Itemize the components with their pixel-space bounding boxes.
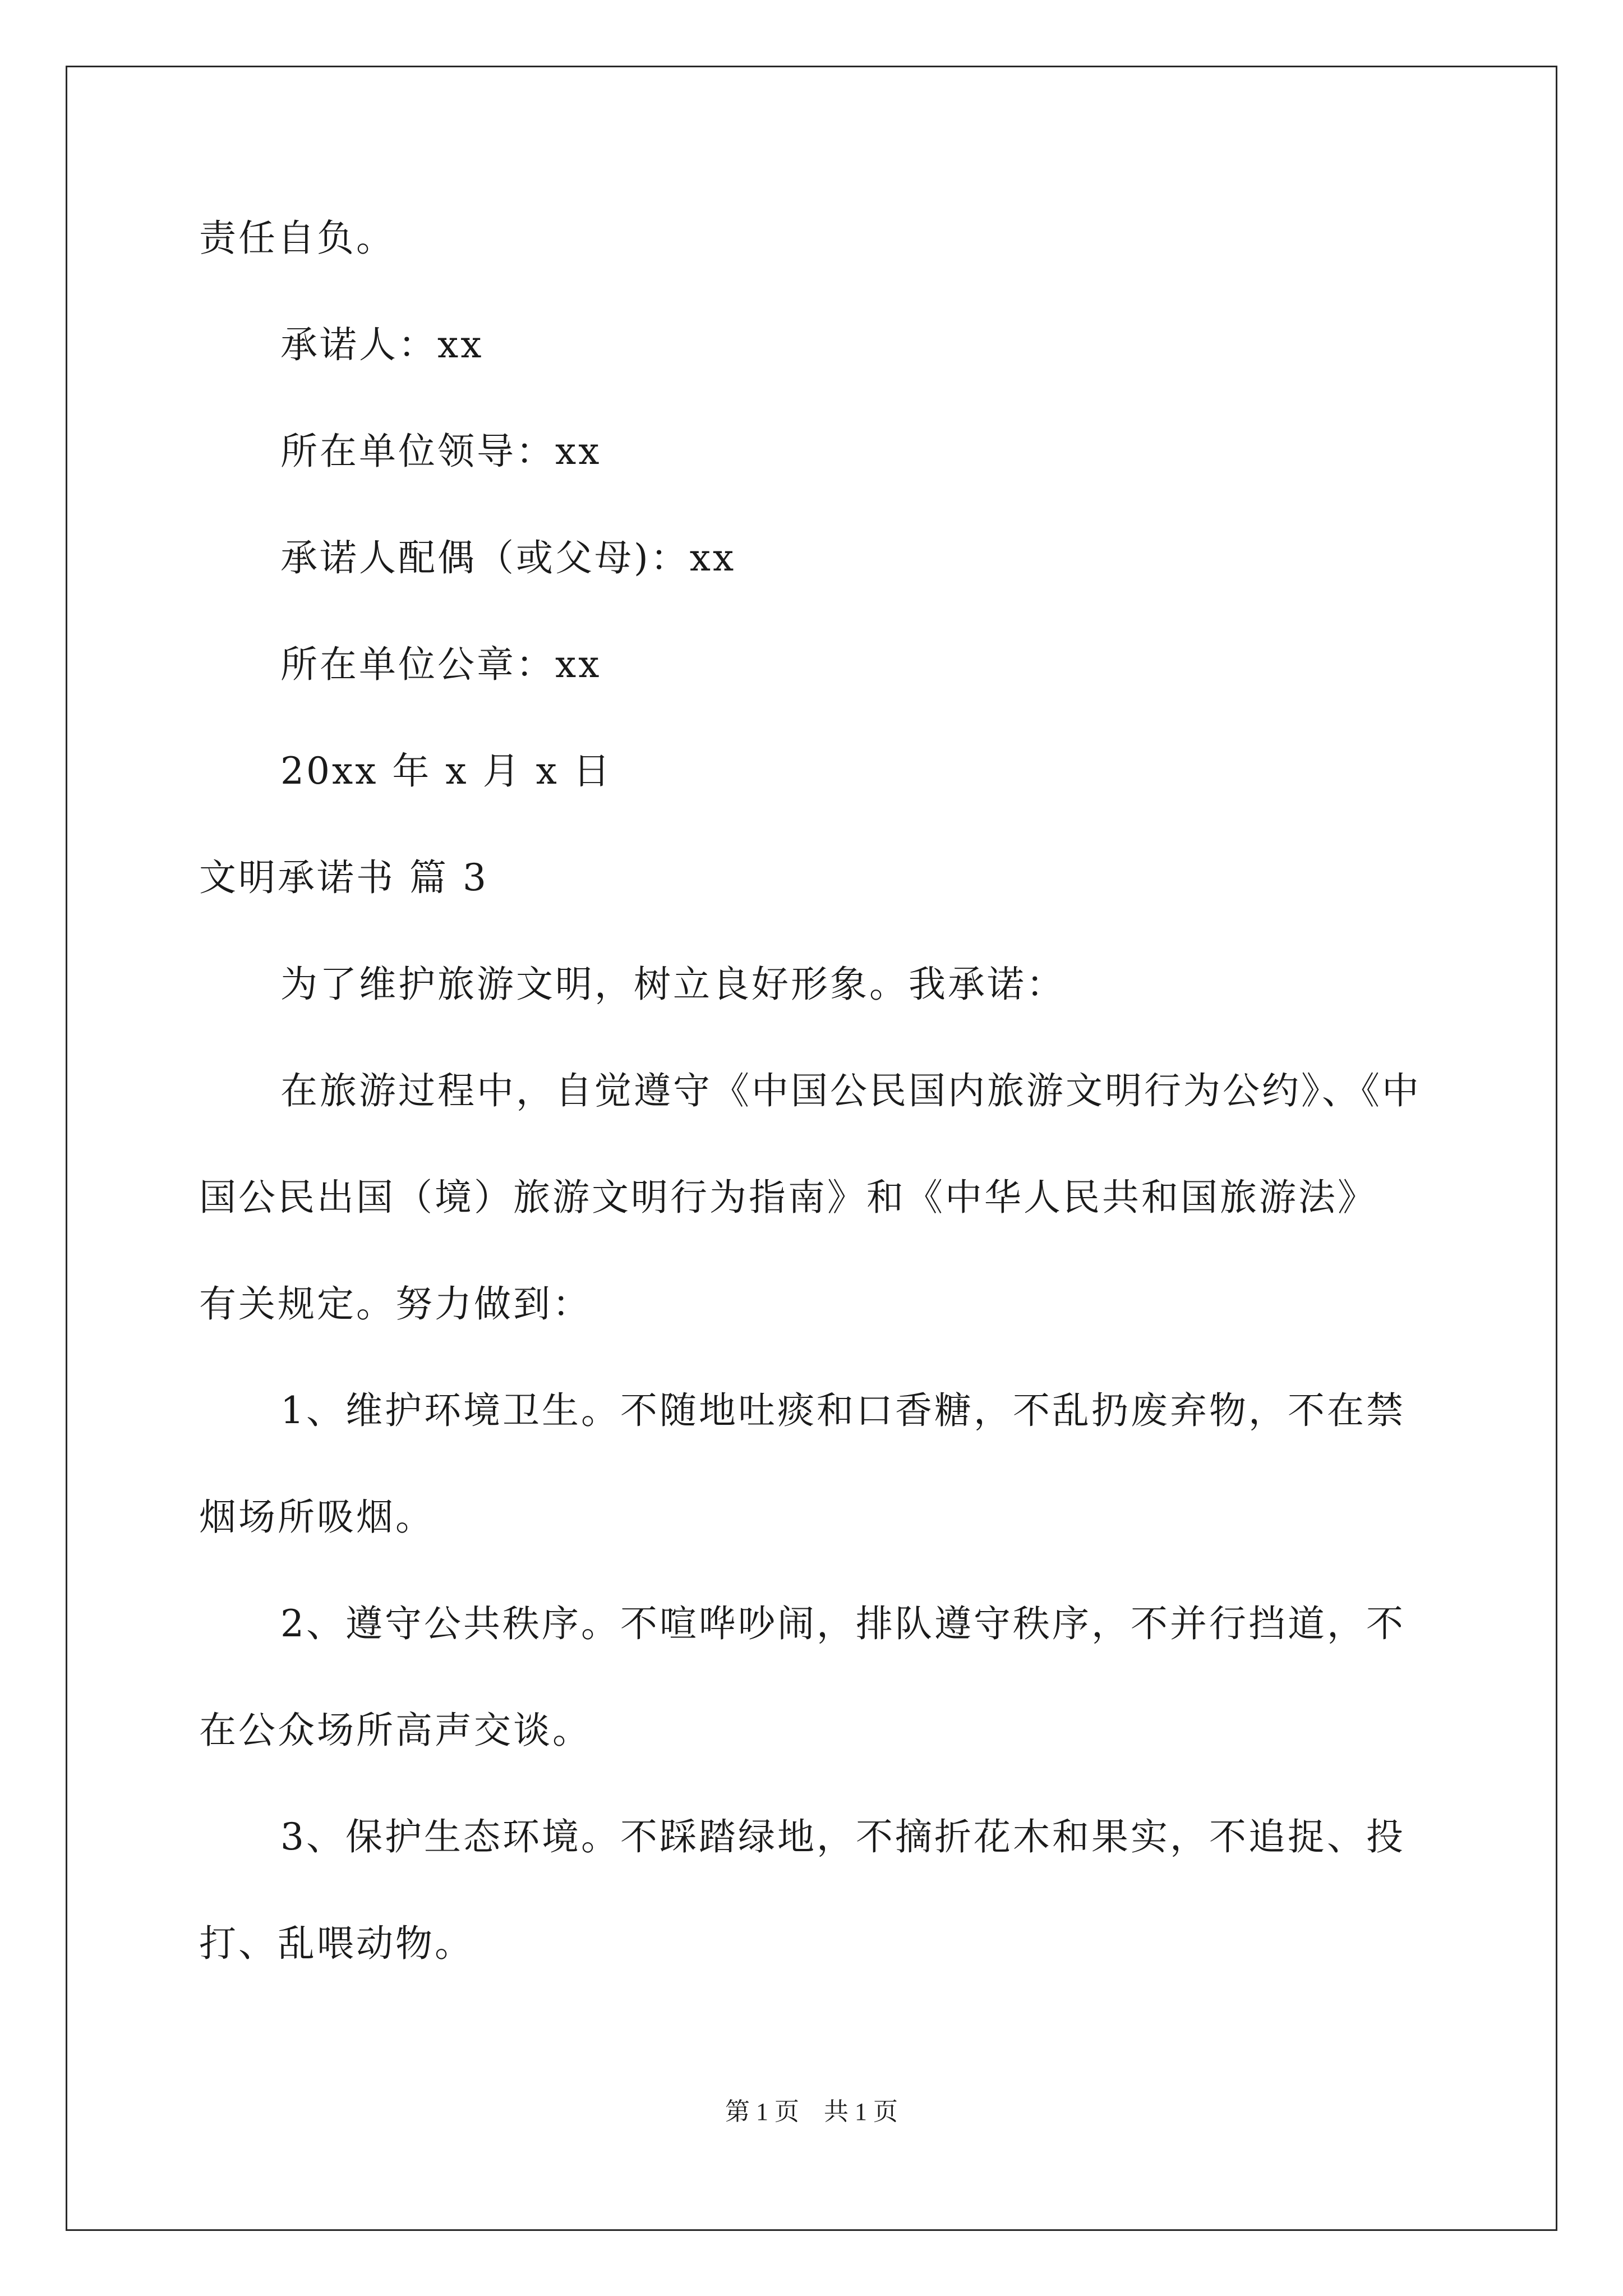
text-line: 所在单位公章：xx bbox=[280, 643, 602, 686]
page-number: 第 1 页 共 1 页 bbox=[725, 2098, 898, 2125]
page-border bbox=[66, 66, 1557, 2231]
text-line: 为了维护旅游文明，树立良好形象。我承诺： bbox=[280, 963, 1066, 1006]
text-line: 承诺人配偶（或父母)：xx bbox=[280, 536, 736, 579]
text-line: 2、遵守公共秩序。不喧哗吵闹，排队遵守秩序，不并行挡道，不 bbox=[280, 1602, 1405, 1645]
text-line: 责任自负。 bbox=[199, 217, 395, 260]
text-line: 在旅游过程中，自觉遵守《中国公民国内旅游文明行为公约》、《中 bbox=[280, 1069, 1421, 1112]
text-line: 有关规定。努力做到： bbox=[199, 1282, 592, 1326]
text-line: 所在单位领导：xx bbox=[280, 430, 602, 473]
text-line: 打、乱喂动物。 bbox=[199, 1922, 474, 1965]
text-line: 国公民出国（境）旅游文明行为指南》和《中华人民共和国旅游法》 bbox=[199, 1176, 1377, 1219]
text-line: 1、维护环境卫生。不随地吐痰和口香糖，不乱扔废弃物，不在禁 bbox=[280, 1389, 1405, 1432]
section-heading: 文明承诺书 篇 3 bbox=[199, 856, 488, 899]
date-line: 20xx 年 x 月 x 日 bbox=[280, 749, 612, 793]
text-line: 在公众场所高声交谈。 bbox=[199, 1709, 592, 1752]
text-line: 承诺人：xx bbox=[280, 323, 484, 366]
text-line: 3、保护生态环境。不踩踏绿地，不摘折花木和果实，不追捉、投 bbox=[280, 1815, 1405, 1858]
text-line: 烟场所吸烟。 bbox=[199, 1496, 435, 1539]
